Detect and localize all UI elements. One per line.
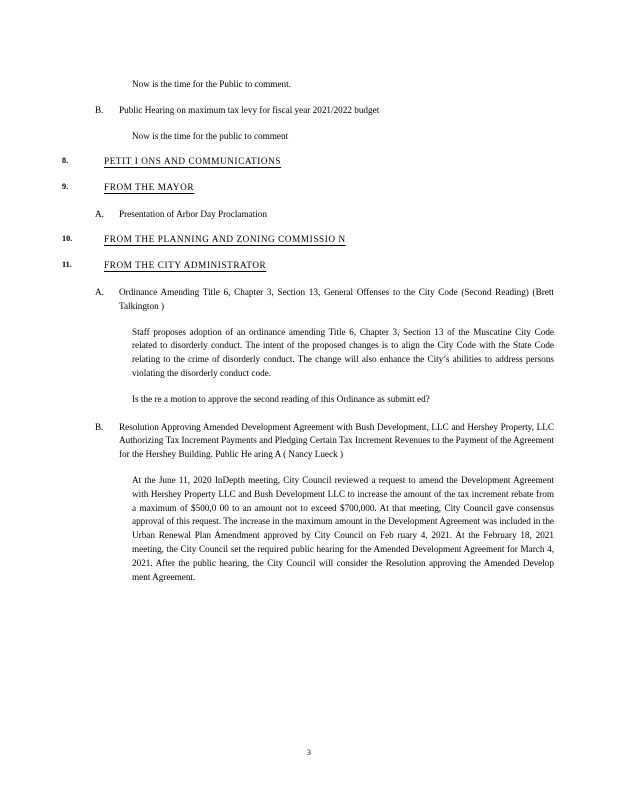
section-heading-9 — [62, 182, 556, 194]
section-heading-11 — [62, 260, 556, 272]
section-number: 8. — [62, 156, 69, 166]
paragraph-public-comment-1: Now is the time for the Public to comment. — [132, 79, 291, 89]
section-title: PETIT I ONS AND COMMUNICATIONS — [104, 156, 282, 167]
item-letter: A. — [95, 287, 104, 298]
agenda-item-9a — [95, 208, 556, 222]
item-letter: B. — [95, 105, 104, 116]
paragraph-public-comment-2: Now is the time for the public to comment — [132, 131, 289, 142]
section-title: FROM THE PLANNING AND ZONING COMMISSIO N — [104, 234, 346, 245]
section-heading-10 — [62, 234, 556, 246]
item-text: Presentation of Arbor Day Proclamation — [119, 209, 267, 220]
paragraph-ordinance-staff-proposal: Staff proposes adoption of an ordinance amending Title 6, Chapter 3, Section 13 of the Muscatine City Code related to disorderly conduct. The intent of the proposed changes is to align the City Code with the State Code relating to the crime of disorderly conduct. The change will also enhance the City’s abilities to address persons violating the disorderly conduct code. — [132, 326, 554, 379]
agenda-item-7b — [95, 104, 556, 118]
agenda-item-11a — [95, 286, 556, 314]
item-text: Resolution Approving Amended Development Agreement with Bush Development, LLC and Hershey Property, LLC Authorizing Tax Increment Payments and Pledging Certain Tax Increment Revenues to the Payment of the Agreement for the Hershey Building. Public He aring A ( Nancy Lueck ) — [119, 421, 554, 460]
section-number: 11. — [62, 260, 72, 270]
item-text: Public Hearing on maximum tax levy for fiscal year 2021/2022 budget — [119, 105, 380, 116]
agenda-item-11b — [95, 421, 556, 462]
item-letter: B. — [95, 421, 104, 432]
section-title: FROM THE CITY ADMINISTRATOR — [104, 260, 267, 271]
section-number: 10. — [62, 234, 73, 244]
item-letter: A. — [95, 209, 104, 220]
item-text: Ordinance Amending Title 6, Chapter 3, Section 13, General Offenses to the City Code (Second Reading) (Brett Talkington ) — [119, 287, 554, 311]
section-title: FROM THE MAYOR — [104, 182, 195, 193]
section-number: 9. — [62, 182, 69, 192]
paragraph-motion-question: Is the re a motion to approve the second reading of this Ordinance as submitt ed? — [132, 393, 430, 404]
page-number: 3 — [307, 748, 311, 757]
section-heading-8 — [62, 156, 556, 168]
paragraph-development-agreement-history: At the June 11, 2020 InDepth meeting, City Council reviewed a request to amend the Development Agreement with Hershey Property LLC and Bush Development LLC to increase the amount of the tax increment rebate from a maximum of $500,0 00 to an amount not to exceed $700,000. At that meeting, City Council gave consensus approval of this request. The increase in the maximum amount in the Development Agreement was included in the Urban Renewal Plan Amendment approved by City Council on Feb ruary 4, 2021. At the February 18, 2021 meeting, the City Council set the required public hearing for the Amended Development Agreement for March 4, 2021. After the public hearing, the City Council will consider the Resolution approving the Amended Develop ment Agreement. — [132, 475, 554, 582]
